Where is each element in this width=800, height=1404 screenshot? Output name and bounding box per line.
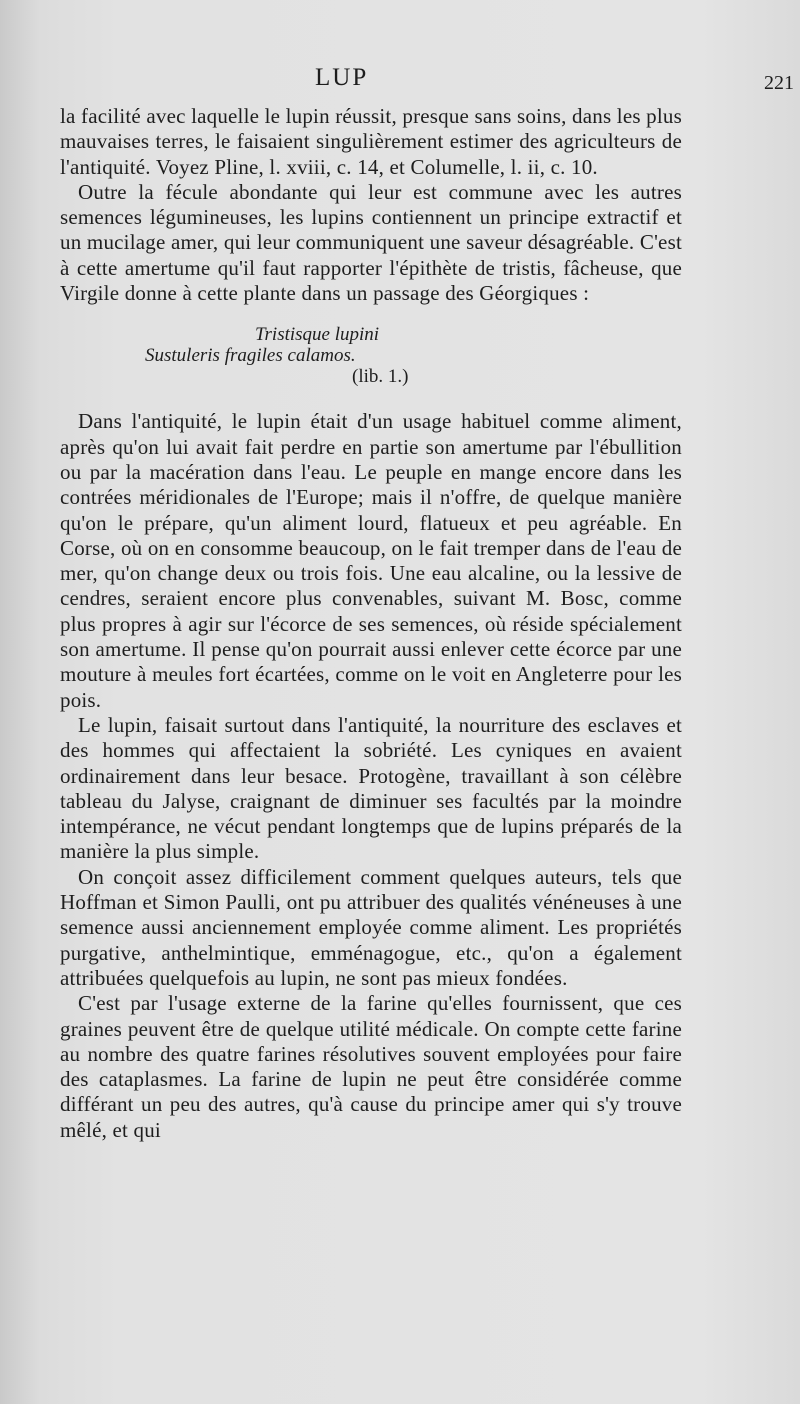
paragraph-continued: la facilité avec laquelle le lupin réussit, presque sans soins, dans les plus mauvaises terres, le faisaient singulièrement estimer des agriculteurs de l'antiquité. Voyez Pline, l. xviii, c. 14, et Columelle, l. ii, c. 10. — [60, 104, 682, 179]
running-head — [60, 58, 794, 98]
body-text — [60, 104, 682, 1143]
verse-reference: (lib. 1.) — [352, 366, 409, 388]
page-number: 221 — [764, 72, 794, 94]
paragraph: C'est par l'usage externe de la farine qu'elles fournissent, que ces graines peuvent être de quelque utilité médicale. On compte cette farine au nombre des quatre farines résolutives souvent employées pour faire des cataplasmes. La farine de lupin ne peut être considérée comme différant un peu des autres, qu'à cause du principe amer qui s'y trouve mêlé, et qui — [60, 991, 682, 1142]
paragraph: Le lupin, faisait surtout dans l'antiquité, la nourriture des esclaves et des hommes qui affectaient la sobriété. Les cyniques en avaient ordinairement dans leur besace. Protogène, travaillant à son célèbre tableau du Jalyse, craignant de diminuer ses facultés par la moindre intempérance, ne vécut pendant longtemps que de lupins préparés de la manière la plus simple. — [60, 712, 682, 864]
running-title: LUP — [315, 64, 369, 91]
paragraph: Dans l'antiquité, le lupin était d'un usage habituel comme aliment, après qu'on lui avait fait perdre en partie son amertume par l'ébullition ou par la macération dans l'eau. Le peuple en mange encore dans les contrées méridionales de l'Europe; mais il n'offre, de quelque manière qu'on le prépare, qu'un aliment lourd, flatueux et peu agréable. En Corse, où on en consomme beaucoup, on le fait tremper dans de l'eau de mer, qu'on change deux ou trois fois. Une eau alcaline, ou la lessive de cendres, seraient encore plus convenables, suivant M. Bosc, comme plus propres à agir sur l'écorce de ses semences, où réside spécialement son amertume. Il pense qu'on pourrait aussi enlever cette écorce par une mouture à meules fort écartées, comme on le voit en Angleterre pour les pois. — [60, 409, 682, 712]
verse-quotation — [60, 324, 682, 387]
verse-line: Tristisque lupini — [255, 324, 380, 346]
paragraph: On conçoit assez difficilement comment quelques auteurs, tels que Hoffman et Simon Paulli, ont pu attribuer des qualités vénéneuses à une semence aussi anciennement employée comme aliment. Les propriétés purgative, anthelmintique, emménagogue, etc., qu'on a également attribuées quelquefois au lupin, ne sont pas mieux fondées. — [60, 864, 682, 990]
verse-line: Sustuleris fragiles calamos. — [145, 345, 356, 367]
paragraph: Outre la fécule abondante qui leur est commune avec les autres semences légumineuses, les lupins contiennent un principe extractif et un mucilage amer, qui leur communiquent une saveur désagréable. C'est à cette amertume qu'il faut rapporter l'épithète de tristis, fâcheuse, que Virgile donne à cette plante dans un passage des Géorgiques : — [60, 179, 682, 306]
